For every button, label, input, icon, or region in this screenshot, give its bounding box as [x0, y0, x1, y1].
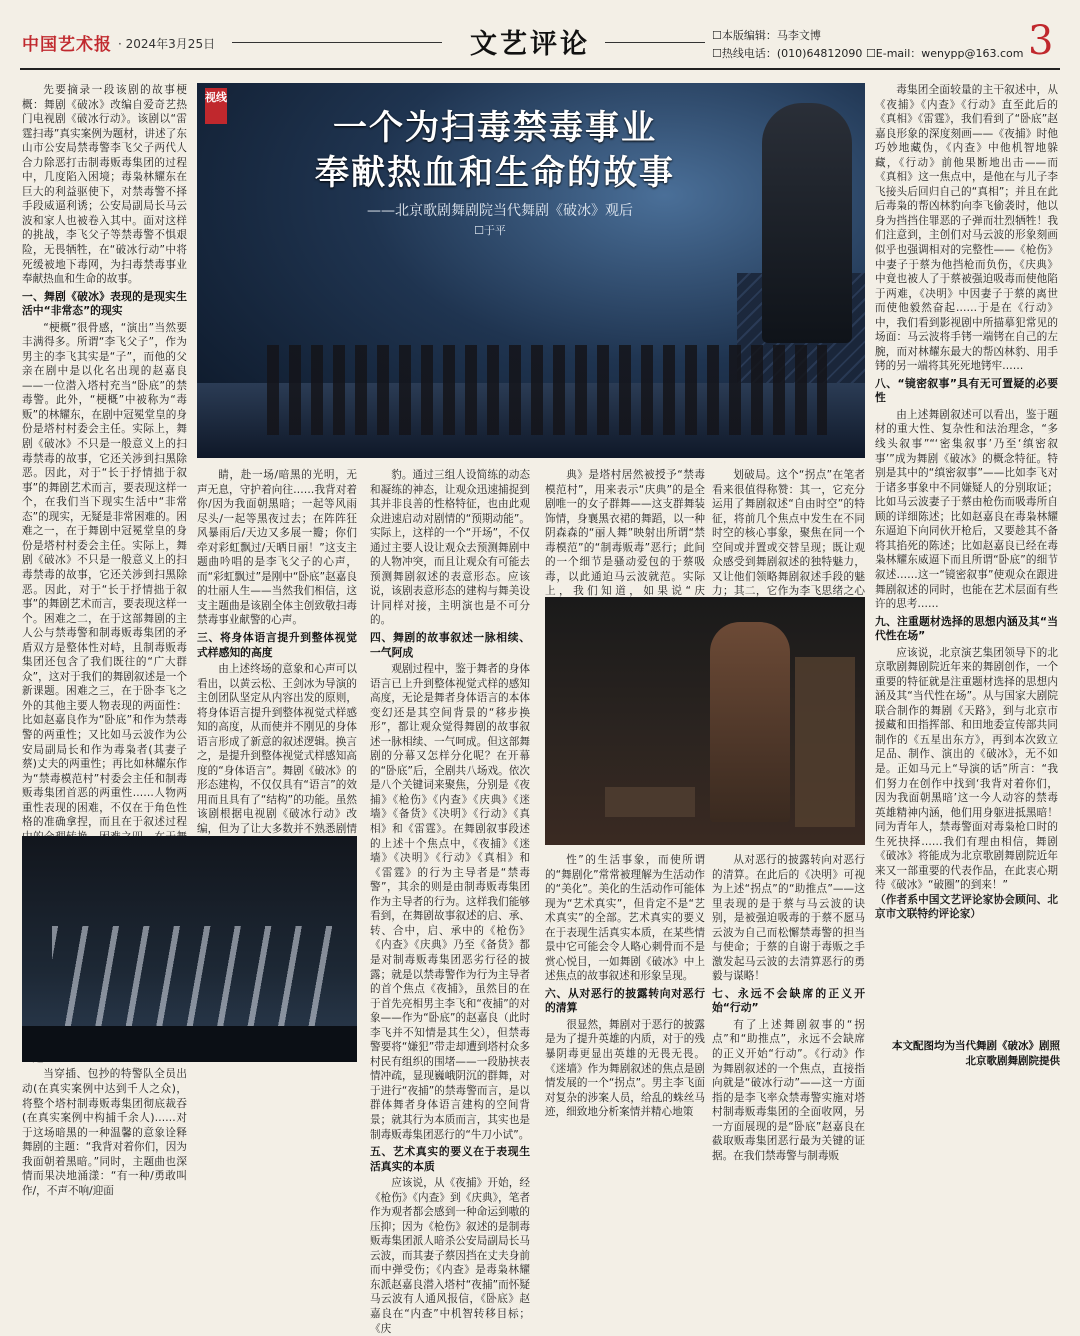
lead-dancer — [710, 622, 790, 822]
paragraph: 豹。通过三组人设简练的动态和凝练的神态，让观众迅速捕捉到其并非良善的性格特征，也由此观众进速启动对剧情的“预期动能”。实际上，这样的一个“开场”，不仅通过主要人设让观众去预测舞剧中的人物冲突，而且让观众有可能去预测舞剧叙述的表意形态。应该说，该剧表意形态的建构与舞美设计同样对接，主明演也是不可分的。 — [370, 469, 530, 627]
stage-photo-3 — [22, 836, 357, 1062]
stage-floor — [22, 1026, 357, 1062]
page-header — [0, 0, 1080, 74]
subheading-4: 四、舞剧的故事叙述一脉相续、一气阿成 — [370, 631, 530, 659]
headline-line-2: 奉献热血和生命的故事 — [315, 153, 675, 193]
dancer-group — [52, 926, 332, 1026]
paragraph: 观剧过程中，鉴于舞者的身体语言已上升到整体视觉式样的感知高度，无论是舞者身体语言的本体变幻还是其空间背景的“移步换形”，都让观众觉得舞剧的故事叙述一脉相续、一气呵成。但这部舞剧的分幕又怎样分化呢？在开幕的“卧底”后，全剧共八场戏。依次是八个关键词来聚焦，分别是《夜捕》《枪伤》《内查》《庆典》《迷墙》《备货》《决明》《行动》《真相》和《雷霆》。在舞剧叙事段述的上述十个焦点中，《夜捕》《迷墙》《决明》《行动》《真相》和《雷霆》的行为主导者是“禁毒警”，其余的则是由制毒贩毒集团作为主导者的行为。这样我们能够看到，在舞剧故事叙述的启、承、转、合中，启、承中的《枪伤》《内查》《庆典》乃至《备货》都是对制毒贩毒集团恶劣行径的披露；就是以禁毒警作为行为主导者的首个焦点《夜捕》，虽然目的在于首先亮相男主李飞和“夜捕”的对象——作为“卧底”的赵嘉良（此时李飞并不知情是其生父），但禁毒警要将“嫌犯”带走却遭到塔村众多村民有组织的围堵——一段胁挟表情冲疏，显现巍峨阴沉的群舞，对于进行“夜捕”的禁毒警而言，是以群体舞者身体语言建构的空间背景；就其行为本质而言，其实也是制毒贩毒集团恶行的“牛刀小试”。 — [370, 663, 530, 1141]
editor-info: ☐本版编辑：马李文博 — [712, 29, 821, 42]
photo-credit-2: 北京歌剧舞剧院提供 — [965, 1055, 1060, 1067]
phone-info: ☐热线电话：(010)64812090 — [712, 47, 863, 60]
photo-credit-1: 本文配图均为当代舞剧《破冰》剧照 — [892, 1040, 1060, 1052]
column-4-bottom — [545, 853, 705, 1119]
paragraph: 从对恶行的披露转向对恶行的清算。在此后的《决明》可视为上述“拐点”的“助推点”——这里表现的是于蔡与马云波的诀别，是被强迫吸毒的于蔡不愿马云波为自己而松懈禁毒警的担当与使命；于蔡的自谢于毒贩之手激发起马云波的去清算恶行的勇毅与谋略！ — [712, 854, 865, 983]
page-number: 3 — [1028, 18, 1054, 64]
masthead-logo: 中国艺术报 — [22, 35, 112, 55]
stage-prop — [795, 657, 855, 827]
paragraph: 由上述舞剧叙述可以看出，鉴于题材的重大性、复杂性和法治理念，“多线头叙事”“‘密集叙事’乃至‘缜密叙事’”成为舞剧《破冰》的概念特征。特别是其中的“缜密叙事”——比如李飞对于诸多事象中不同嫌疑人的分别取证；比如马云波妻子于蔡由枪伤而吸毒所自顾的详细陈述；比如赵嘉良在毒枭林耀东逼迫下向同伙开枪后，又要趁其不备将其掐死的陈述；比如赵嘉良已经在毒枭林耀东威逼下而且所谓“卧底”的细节叙述……这一“镜密叙事”使观众在跟进舞剧叙述的同时，也能在艺术层面有些许的思考…… — [875, 408, 1058, 611]
subheading-9: 九、注重题材选择的思想内涵及其“当代性在场” — [875, 614, 1058, 643]
column-5-bottom — [712, 853, 865, 1162]
author-note: （作者系中国文艺评论家协会顾问、北京市文联特约评论家） — [875, 893, 1058, 921]
column-1 — [22, 83, 187, 1197]
author-byline: ☐于平 — [474, 224, 506, 237]
paragraph: 当穿插、包抄的特警队全员出动(在真实案例中达到千人之众)，将整个塔村制毒贩毒集团彻底裁吞(在真实案例中构捕千余人)……对于这场暗黑的一种温馨的意象诠释舞剧的主题：“我背对着你们，因为我面朝着黑暗。”同时，主题曲也深情而果决地涌漾：“有一种/勇敢叫作/，不声不响/迎面 — [22, 1068, 187, 1197]
subheading-5: 五、艺术真实的要义在于表现生活真实的本质 — [370, 1145, 530, 1173]
headline-line-1: 一个为扫毒禁毒事业 — [333, 108, 657, 148]
paragraph: 典》是塔村居然被授予“禁毒模范村”，用来表示“庆典”的是全剧唯一的女子群舞——这支群舞装饰情，身襄黑衣裙的舞蹈，以一种阴森森的“丽人舞”映射出所谓“禁毒模范”的“制毒贩毒”恶行；此间的一个细节是骚动爱包的于蔡吸毒，以此通迫马云波就范。实际上，我们知道，如果说“庆 — [545, 469, 705, 598]
paragraph: 性”的生活事象，而使所谓的“舞剧化”常常被理解为生活动作的“美化”。美化的生活动作可能体现为“艺术真实”，但肯定不是“艺术真实”的全部。艺术真实的要义在于表现生活真实本质，在某些情景中它可能会令人略心刺骨而不是赏心悦目，一如舞剧《破冰》中上述焦点的故事叙述和形象呈现。 — [545, 854, 705, 983]
paragraph: 应该说，从《夜捕》开始，经《枪伤》《内查》到《庆典》，笔者作为观者都会感到一种命运到嗷的压抑；因为《枪伤》叙述的是制毒贩毒集团派人暗杀公安局副局长马云波，而其妻子蔡因挡在丈夫身前而中弹受伤；《内查》是毒枭林耀东派赵嘉良潜入塔村“夜捕”而怀疑马云波有人通风报信，《卧底》赵嘉良在“内查”中机智转移目标；《庆 — [370, 1177, 530, 1335]
paragraph: 很显然，舞剧对于恶行的披露是为了提升英雄的内质，对于的残暴阴毒更显出英雄的无畏无畏。《迷墙》作为舞剧叙述的焦点是剧情发展的一个“拐点”。男主李飞面对复杂的涉案人员，给乱的蛛丝马迹，细致地分析案情并精心地策 — [545, 1018, 705, 1119]
paragraph: 由上述终场的意象和心声可以看出，以黄云松、王剑冰为导演的主创团队坚定从内容出发的原则，将身体语言提升到整体视觉式样感知的高度，从而使并不刚见的身体语言形成了新意的叙述逻辑。换言之，是提升到整体视觉式样感知高度的“身体语言”。舞剧《破冰》的形态建构，不仅仅具有“语言”的效用而且具有了“结构”的功能。虽然该剧根据电视剧《破冰行动》改编，但为了让大多数并不熟悉剧情 — [197, 663, 357, 836]
stage-table — [605, 787, 695, 817]
column-6 — [875, 83, 1058, 1013]
header-divider — [20, 68, 1060, 70]
subheading-6: 六、从对恶行的披露转向对恶行的清算 — [545, 986, 705, 1015]
email-info: ☐E-mail：wenypp@163.com — [865, 47, 1024, 60]
stage-ensemble — [267, 345, 827, 435]
paragraph: 有了上述舞剧叙事的“拐点”和“助推点”，永远不会缺席的正义开始“行动”。《行动》作为舞剧叙述的一个焦点，直接指向就是“破冰行动”——这一方面指的是李飞率众禁毒警实施对塔村制毒贩毒集团的全面收网，另一方面展现的是“卧底”赵嘉良在截取贩毒集团恶行最为关键的证据。在我们禁毒警与制毒贩 — [712, 1018, 865, 1162]
subheading-8: 八、“镜密叙事”具有无可置疑的必要性 — [875, 376, 1058, 405]
lead-actor-portrait — [762, 103, 852, 343]
column-3 — [370, 468, 530, 1335]
header-rule-left — [232, 42, 442, 43]
paragraph: “梗概”很骨感，“演出”当然要丰满得多。所谓“李飞父子”，作为男主的李飞其实是“子”，而他的父亲在剧中是以化名出现的赵嘉良——一位潜入塔村充当“卧底”的禁毒警。此外，“梗概”中被称为“毒贩”的林耀东，在剧中冠冕堂皇的身份是塔村村委会主任。实际上，舞剧《破冰》不只是一般意义上的扫毒禁毒的故事，它还关涉到扫黑除恶。因此，对于“长于抒情拙于叙事”的舞剧艺术而言，要表现这样一个，在我们当下现实生活中“非常态”的现实，无疑是非常困难的。困难之一，在于舞剧中冠冕堂皇的身份是塔村村委会主任。实际上，舞剧《破冰》不只是一般意义上的扫毒禁毒的故事，它还关涉到扫黑除恶。因此，对于“长于抒情拙于叙事”的舞剧艺术而言，要表现这样一个。困难之二，在于这部舞剧的主人公与禁毒警和制毒贩毒集团的矛盾双方是整体性对峙，且制毒贩毒集团还包含了我们既往的“广大群众”，这对于我们的舞剧叙述是一个新课题。困难之三，在于卧李飞之外的其他主要人物表现的两面性：比如赵嘉良作为“卧底”和作为禁毒警的两重性；又比如马云波作为公安局副局长和作为毒枭者(其妻子蔡)丈夫的两重性；再比如林耀东作为“禁毒模范村”村委会主任和制毒贩毒集团首恶的两重性……人物两重性表现的困难，不仅在于角色性格的准确拿捏，而且在于叙述过程 — [22, 321, 187, 829]
column-4-top — [545, 468, 705, 598]
paragraph: 划破局。这个“拐点”在笔者看来很值得称赞：其一，它充分运用了舞剧叙述“自由时空”的特征，将前几个焦点中发生在不同时空的核心事象，聚焦在同一个空间或并置或交替呈现；既让观众感受到舞剧叙述的独特魅力，又让他们领略舞剧叙述手段的魅力；其二，它作为李飞思绪之心 — [712, 469, 865, 598]
subheading-1: 一、舞剧《破冰》表现的是现实生活中“非常态”的现实 — [22, 289, 187, 318]
section-title: 文艺评论 — [470, 29, 590, 60]
paragraph: 应该说，北京演艺集团领导下的北京歌剧舞剧院近年来的舞剧创作，一个重要的特征就是注重题材选择的思想内涵及其“当代性在场”。从与国家大剧院联合制作的舞剧《天路》，到与北京市援藏和田指挥部、和田地委宣传部共同制作的《五星出东方》，再到本次致立足品、制作、演出的《破冰》，无不如是。正如马元上“导演的话”所言：“我们努力在创作中找到‘我背对着你们，因为我面朝黑暗’这一今人动容的禁毒英雄精神内涵，他们用身躯进抵黑暗！同为青年人，禁毒警面对毒枭枪口时的生死抉择……我们有理由相信，舞剧《破冰》将能成为北京歌剧舞剧院近年来又一部重要的代表作品，在此衷心期待《破冰》“破圈”的到来！” — [875, 646, 1058, 892]
paragraph: 睛，赴一场/暗黑的光明，无声无息，守护着向往……我背对着你/因为我面朝黑暗；一起等风雨尽头/一起等黑夜过去；在阵阵狂风暴雨后/天边又多展一瓣；你们牵对彩虹飘过/天晒日丽！”这支主题曲吟唱的是李飞父子的心声，而“彩虹飘过”是刚中“卧底”赵嘉良的壮丽人生——当然我们相信，这支主题曲是该剧全体主创致敬扫毒禁毒事业献警的心声。 — [197, 469, 357, 627]
subheading-7: 七、永远不会缺席的正义开始“行动” — [712, 986, 865, 1015]
stage-photo-2 — [545, 597, 865, 845]
paragraph: 先要摘录一段该剧的故事梗概：舞剧《破冰》改编自爱奇艺热门电视剧《破冰行动》。该剧以“雷霆扫毒”真实案例为题材，讲述了东山市公安局禁毒警李飞父子两代人合力除恶打击制毒贩毒集团的过程中，几度陷入困境；毒枭林耀东在巨大的利益驱使下，对禁毒警不择手段威逼利诱；公安局副局长马云波和家人也被卷入其中。面对这样的挑战，李飞父子等禁毒警不惧艰险，无畏牺牲，在“破冰行动”中将死缓被地下毒网，为扫毒禁毒事业奉献热血和生命的故事。 — [22, 84, 187, 286]
column-2 — [197, 468, 357, 836]
subheading-3: 三、将身体语言提升到整体视觉式样感知的高度 — [197, 631, 357, 659]
column-tag: 视线 — [205, 88, 227, 124]
header-rule-right — [605, 42, 705, 43]
issue-date: · 2024年3月25日 — [118, 37, 216, 51]
column-5-top — [712, 468, 865, 598]
article-subtitle: ——北京歌剧舞剧院当代舞剧《破冰》观后 — [367, 203, 633, 219]
contact-info — [712, 45, 1023, 61]
paragraph: 毒集团全面较量的主干叙述中，从《夜捕》《内查》《行动》直至此后的《真相》《雷霆》，我们看到了“卧底”赵嘉良形象的深度刻画——《夜捕》时他巧妙地藏伪，《内查》中他机智地躲藏，《行动》前他果断地出击——而《真相》这一焦点中，是他在与儿子李飞接头后回归自己的“真相”；并且在此后毒枭的帮凶林豹向李飞偷袭时，他以身为挡挡住罪恶的子弹而壮烈牺牲！我们注意到，主创们对马云波的形象刻画似乎也强调相对的完整性——《枪伤》中妻子于蔡为他挡枪而负伤，《庆典》中竟也被人了于蔡被强迫吸毒而使他陷于两难，《决明》中因妻子于蔡的离世而使他毅然奋起……于是在《行动》中，我们看到影视剧中所描摹犯常见的场面：马云波将手铐一端铐在自己的左腕，而对林耀东最大的帮凶林豹、用手铐的另一端将其死死地铐牢…… — [875, 84, 1058, 373]
